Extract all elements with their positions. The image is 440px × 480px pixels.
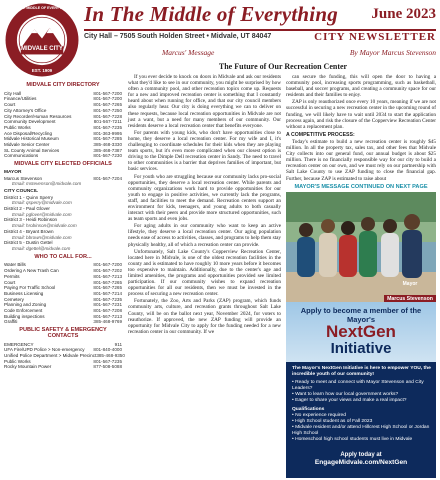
city-hall-address: City Hall – 7505 South Holden Street • Midvale, UT 84047 xyxy=(84,33,272,40)
mayor-name: Marcus Stevenson xyxy=(4,175,43,181)
article-paragraph: Unfortunately, Salt Lake County's Copperview Recreation Center, located here in Midvale, is one of the oldest recreation facilities in the county and is estimated to have roughly 10 more years before it becomes too expensive to maintain. Additionally, due to the center's age and limited amenities, the programs and opportunities provided see limited participation. If our community wishes to expand recreation opportunities for all our residents, then we must be invested in the process of securing a new recreation center. xyxy=(128,248,281,298)
qualifications-heading: Qualifications xyxy=(292,407,325,412)
who-to-call-row-phone[interactable]: 385-468-9769 xyxy=(93,319,122,325)
officials-heading: MIDVALE CITY ELECTED OFFICIALS xyxy=(14,161,112,168)
council-member: District 4 - Bryant Brown xyxy=(4,228,54,234)
council-member: District 5 - Dustin Gettel xyxy=(4,240,53,246)
directory-row-phone[interactable]: 801-567-7250 xyxy=(93,107,122,113)
directory-row-label: Community Development xyxy=(4,119,56,125)
directory-heading: MIDVALE CITY DIRECTORY xyxy=(26,82,100,88)
who-to-call-row-phone[interactable]: 801-567-7214 xyxy=(93,290,122,296)
mayor-caption-name: Marcus Stevenson xyxy=(384,295,436,303)
ad-bullet: • Want to learn how our local government works? xyxy=(292,392,432,398)
directory-row-label: Ace Disposal/Recycling xyxy=(4,130,52,136)
council-member-email[interactable]: Email: bbrown@midvale.com xyxy=(12,234,72,240)
mayor-phone[interactable]: 801-567-7204 xyxy=(93,175,122,181)
apply-url-link[interactable]: EngageMidvale.com/NextGen xyxy=(314,459,408,466)
directory-row-phone[interactable]: 801-567-7265 xyxy=(93,102,122,108)
who-to-call-row-label: Permits xyxy=(4,273,20,279)
who-to-call-row-label: Court xyxy=(4,279,16,285)
article-paragraph: If you ever decide to knock on doors in Midvale and ask our residents what they'd like to see in our community, you might be surprised by how often a community pool, and other recreation topics come up. Requests for a new and improved recreation center is something that I constantly heard about when running for office, and that our city council members also regularly hear. Our city is doing everything we can to deliver on these requests, because local recreation opportunities in Midvale are not just a want, but a need for many members of our community. Our residents deserve a local recreation center that benefits everyone. xyxy=(128,74,281,129)
directory-list xyxy=(4,91,122,159)
council-list xyxy=(4,195,122,252)
safety-row-label: EMERGENCY xyxy=(4,341,34,347)
nextgen-advertisement xyxy=(286,302,436,478)
safety-row-label: Rocky Mountain Power xyxy=(4,364,52,370)
who-to-call-row-phone[interactable]: 801-567-7202 xyxy=(93,268,122,274)
sidebar-directory xyxy=(4,80,125,478)
who-to-call-row-label: Paying For Traffic School xyxy=(4,285,56,291)
who-to-call-row-phone[interactable]: 801-567-7235 xyxy=(93,296,122,302)
mayor-email[interactable]: Email: mstevenson@midvale.com xyxy=(12,181,82,187)
ad-footer xyxy=(286,452,436,466)
who-to-call-row-label: Building inspections xyxy=(4,313,45,319)
directory-row xyxy=(4,153,122,159)
newsletter-label: CITY NEWSLETTER xyxy=(314,31,436,43)
apply-today-label: Apply today at xyxy=(340,452,382,458)
directory-row-phone[interactable]: 801-567-7200 xyxy=(93,96,122,102)
safety-row-phone[interactable]: 911 xyxy=(114,341,122,347)
who-to-call-row-label: Water Bills xyxy=(4,262,26,268)
mayor-label: MAYOR xyxy=(4,169,22,175)
directory-row-label: Finance/Utilities xyxy=(4,96,37,102)
council-member-email[interactable]: Email: pglover@midvale.com xyxy=(12,211,72,217)
who-to-call-row-label: Code Enforcement xyxy=(4,308,43,314)
ad-bullet: • Ready to meet and connect with Mayor Stevenson and City Leaders? xyxy=(292,380,432,392)
directory-row-label: Midvale Senior Center xyxy=(4,142,50,148)
directory-row-label: SL County Animal Services xyxy=(4,147,60,153)
council-member: District 2 - Paul Glover xyxy=(4,206,50,212)
who-to-call-row-label: Graffiti xyxy=(4,319,18,325)
who-to-call-row-phone[interactable]: 801-567-7265 xyxy=(93,285,122,291)
who-to-call-row-label: Business Licensing xyxy=(4,290,44,296)
qualification-item: • No experience required xyxy=(292,413,432,419)
byline: By Mayor Marcus Stevenson xyxy=(349,48,436,57)
ad-initiative-title: Initiative xyxy=(330,340,392,357)
article-column-1 xyxy=(128,74,281,336)
article-paragraph: Fortunately, the Zoo, Arts and Parks (ZAP) program, which funds community arts, culture, and recreation grants throughout Salt Lake County, will be on the ballot next year, November 2024, for voters to reauthorize. If approved, the new ZAP funding will provide an opportunity for Midvale City to apply for the funding needed for a new recreation center in our community. If we xyxy=(128,298,281,335)
who-to-call-row-phone[interactable]: 801-567-7208 xyxy=(93,308,122,314)
seal-established: EST. 1909 xyxy=(31,68,53,73)
safety-row-phone[interactable]: 801-840-4000 xyxy=(93,347,122,353)
who-to-call-row-phone[interactable]: 801-567-7231 xyxy=(93,302,122,308)
qualifications-list xyxy=(292,413,432,443)
directory-row-phone[interactable]: 801-567-7230 xyxy=(93,153,122,159)
safety-row-label: Public Works xyxy=(4,358,31,364)
who-to-call-row xyxy=(4,319,122,325)
council-member: District 1 - Quinn Sperry xyxy=(4,194,54,200)
article-paragraph: For youth who are struggling because our community lacks pro-social opportunities, they deserve a local recreation center. While parents and community organizations work hard to provide opportunities for our youth to engage in positive activities, we currently lack the programs, staff, and facilities to meet the demand. Recreation centers support an environment for kids, teenagers, and young adults to both casually interact with their peers and provide more structured opportunities, such as team sports and even jobs. xyxy=(128,173,281,223)
directory-row-phone[interactable]: 801-567-7228 xyxy=(93,113,122,119)
who-to-call-row-phone[interactable]: 801-567-7265 xyxy=(93,279,122,285)
column-title: Marcus' Message xyxy=(162,48,215,57)
qualification-item: • Homeschool high school students must live in Midvale xyxy=(292,437,432,443)
council-member: District 3 - Heidi Robinson xyxy=(4,217,58,223)
ad-bullet: • Eager to share your views and make a real impact? xyxy=(292,398,432,404)
who-to-call-row-phone[interactable]: 801-567-7213 xyxy=(93,313,122,319)
directory-row-label: City Attorney's Office xyxy=(4,107,47,113)
mayor-caption-role: Mayor xyxy=(402,281,418,287)
directory-row-phone[interactable]: 801-363-9995 xyxy=(93,130,122,136)
directory-row-phone[interactable]: 801-567-7200 xyxy=(93,90,122,96)
article-paragraph: For parents with young kids, who don't have opportunities close to home, they deserve a local recreation center. For my wife and I, it's challenging to coordinate schedules for their kids when they are playing team sports, but it's even more complicated when our closest option is driving to the Dimple Dell recreation center in Sandy. The need to travel to other communities is a barrier that deprives families of important, but basic services. xyxy=(128,129,281,173)
council-member-email[interactable]: Email: qsperry@midvale.com xyxy=(12,200,72,206)
safety-heading: PUBLIC SAFETY & EMERGENCY CONTACTS xyxy=(19,327,107,339)
qualification-item: • Midvale resident and/or attend Hillcrest High School or Jordan High School xyxy=(292,425,432,437)
directory-row-label: Public Works xyxy=(4,124,31,130)
council-member-email[interactable]: Email: hrobinson@midvale.com xyxy=(12,223,77,229)
article-column-2 xyxy=(286,74,436,183)
directory-row-phone[interactable]: 385-468-3330 xyxy=(93,142,122,148)
directory-row-phone[interactable]: 385-468-7387 xyxy=(93,147,122,153)
continued-link[interactable]: MAYOR'S MESSAGE CONTINUED ON NEXT PAGE xyxy=(294,184,428,190)
who-to-call-row-phone[interactable]: 801-567-7200 xyxy=(93,262,122,268)
masthead-text xyxy=(84,2,436,43)
safety-row-label: UFA Fire/UPD Police > Non-emergency xyxy=(4,347,85,353)
who-to-call-list xyxy=(4,262,122,325)
ad-lead: The Mayor's NextGen Initiative is here to empower YOU, the incredible youth of our community! xyxy=(292,366,431,377)
issue-date: June 2023 xyxy=(371,6,436,22)
safety-row-phone[interactable]: 801-567-7235 xyxy=(93,358,122,364)
seal-city-name: MIDVALE CITY xyxy=(21,46,63,52)
article-paragraph: For aging adults in our community who want to keep an active lifestyle, they deserve a local recreation center. Our aging population needs ease of access to activities, classes, and programs to help them stay physically healthy, all of which a recreation center can provide. xyxy=(128,223,281,248)
safety-list xyxy=(4,341,125,371)
seal-motto: IN THE MIDDLE OF EVERYTHING xyxy=(13,6,71,10)
safety-row xyxy=(4,364,122,370)
ad-bullets xyxy=(292,380,432,404)
directory-row-phone[interactable]: 801-567-7211 xyxy=(93,119,122,125)
directory-row-label: Communications xyxy=(4,153,39,159)
council-member-email[interactable]: Email: dgettel@midvale.com xyxy=(12,245,71,251)
who-to-call-row-label: Ordering A New Trash Can xyxy=(4,268,59,274)
ad-apply-heading: Apply to become a member of the Mayor's xyxy=(300,306,422,324)
council-label: CITY COUNCIL xyxy=(4,188,39,194)
article-paragraph: Today's estimate to build a new recreation center is roughly $45 million. In all the property tax, sales tax, and other fees that Midvale City collects into our general fund, our annual budget is about $25 million. There is no financially responsible way for our city to build a recreation center on our own, and we must rely on our partnership with Salt Lake County to use ZAP funding to close the financial gap. Further, because ZAP is estimated to raise about xyxy=(286,138,436,182)
qualification-item: • High School student as of Fall 2023 xyxy=(292,419,432,425)
directory-row-label: City Hall xyxy=(4,90,22,96)
ad-nextgen-title: NextGen xyxy=(326,322,396,341)
article-paragraph: can secure the funding, this will open the door to having a community pool, increasing sports programming, such as basketball, baseball, and soccer programs, and creating a community space for our residents and their families to enjoy. xyxy=(286,74,436,99)
newsletter-title: In The Middle of Everything xyxy=(84,2,338,26)
who-to-call-heading: WHO TO CALL FOR... xyxy=(34,253,92,260)
article-title: The Future of Our Recreation Center xyxy=(218,62,348,71)
safety-row-phone[interactable]: 385-468-9350 xyxy=(96,352,125,358)
byline-bar xyxy=(84,46,436,60)
directory-row-label: City Recorder/Human Resources xyxy=(4,113,72,119)
article-paragraph: ZAP is only reauthorized once every 10 years, meaning if we are not successful in securing a new recreation center in the upcoming round of funding, we will likely have to wait until 2034 to start the application process again, and risk the closure of the Copperview Recreation Center without a replacement plan. xyxy=(286,99,436,130)
directory-row-phone[interactable]: 801-567-7285 xyxy=(93,136,122,142)
directory-row-phone[interactable]: 801-567-7235 xyxy=(93,124,122,130)
safety-row-label: Unified Police Department > Midvale Precinct xyxy=(4,352,97,358)
safety-row-phone[interactable]: 877-508-5088 xyxy=(93,364,122,370)
directory-row-label: Court xyxy=(4,102,16,108)
who-to-call-row-label: Cemetery xyxy=(4,296,24,302)
competitive-heading: A COMPETITIVE PROCESS: xyxy=(286,131,355,138)
midvale-city-seal xyxy=(4,2,80,78)
who-to-call-row-label: Planning and Zoning xyxy=(4,302,47,308)
who-to-call-row-phone[interactable]: 801-567-7213 xyxy=(93,273,122,279)
directory-row-label: Midvale Historical Museum xyxy=(4,136,59,142)
ad-body xyxy=(292,366,432,443)
